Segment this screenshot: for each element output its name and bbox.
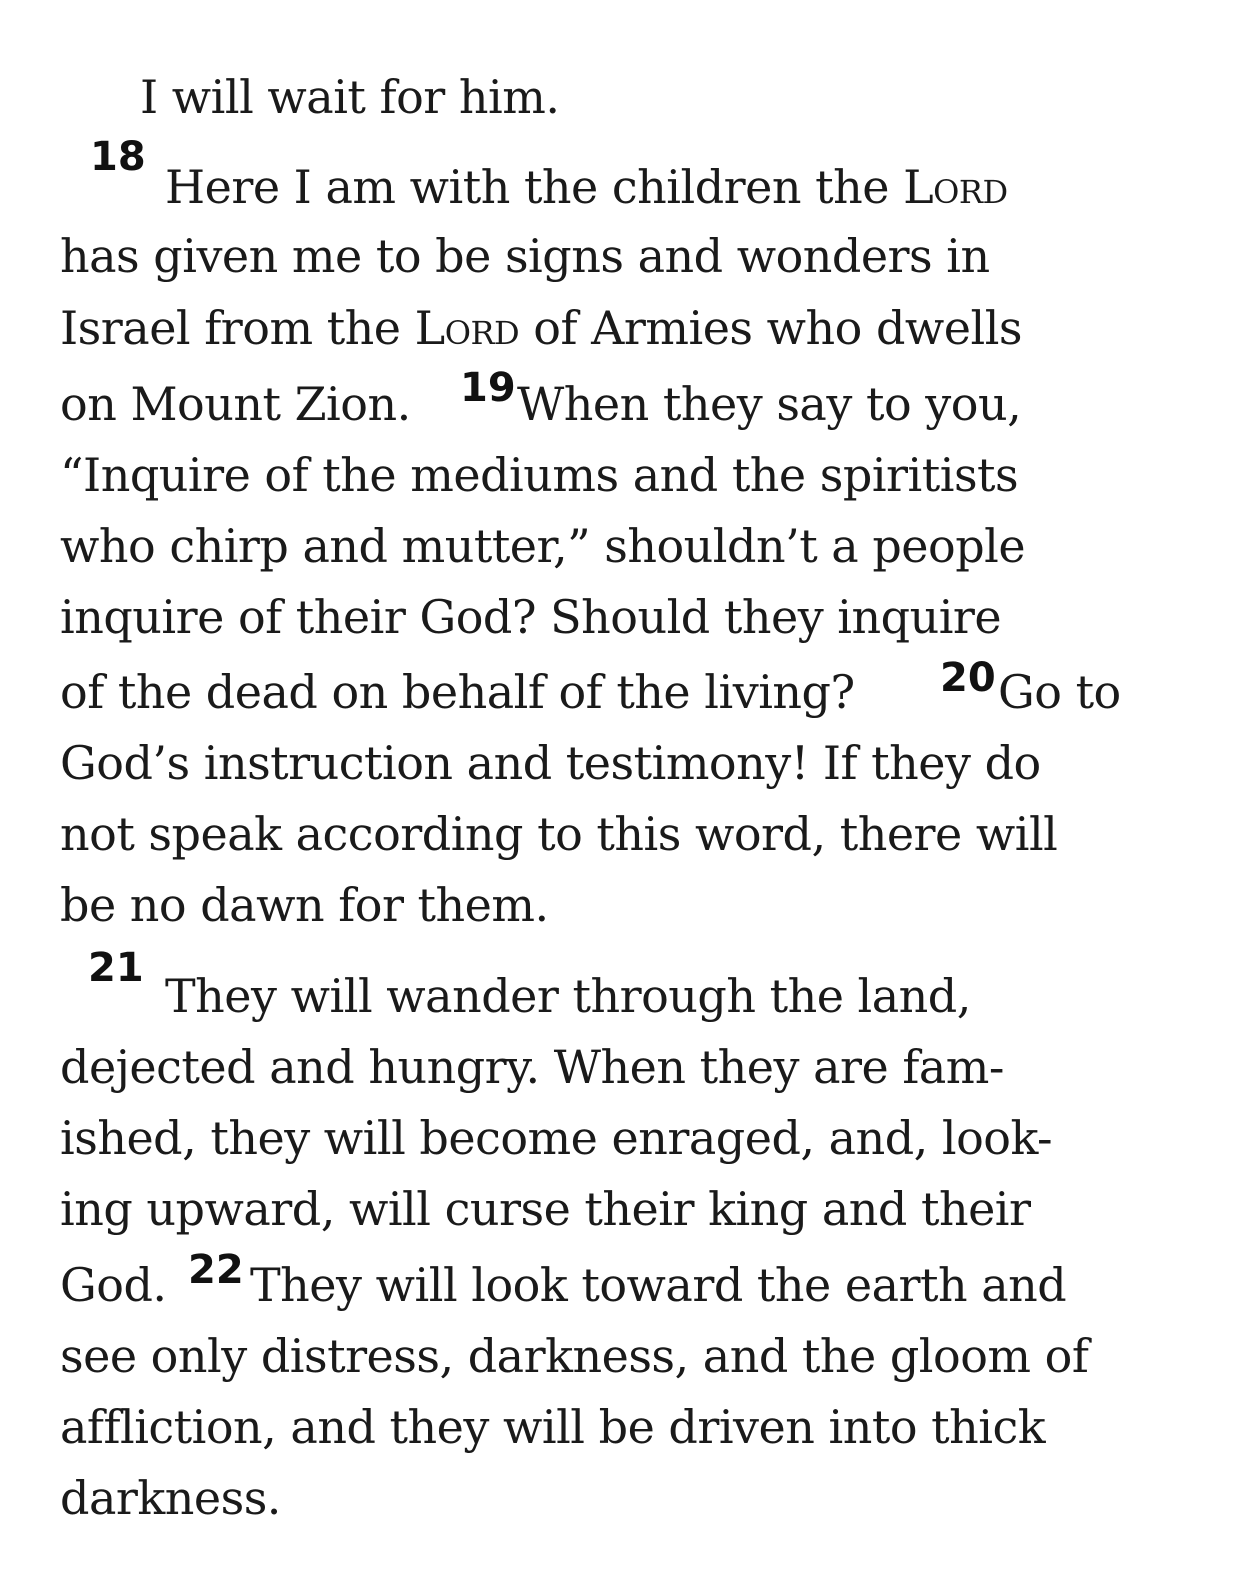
verse-number-22: 22	[188, 1247, 244, 1293]
verse-text: darkness.	[60, 1471, 281, 1525]
verse-text: inquire of their God? Should they inquire	[60, 590, 1002, 644]
verse-line	[60, 301, 1023, 355]
verse-text: I will wait for him.	[140, 70, 560, 124]
verse-line	[60, 519, 1026, 573]
verse-text: has given me to be signs and wonders in	[60, 229, 990, 283]
verse-line	[60, 448, 1019, 502]
verse-number-18: 18	[90, 134, 146, 180]
verse-line	[165, 969, 971, 1023]
verse-text: Israel from the	[60, 301, 415, 355]
verse-line	[250, 1258, 1067, 1312]
verse-text: ing upward, will curse their king and their	[60, 1182, 1031, 1236]
verse-line	[60, 878, 549, 932]
verse-number-21: 21	[88, 945, 144, 991]
verse-text: of Armies who dwells	[519, 301, 1023, 355]
verse-text: Go to	[998, 665, 1121, 719]
verse-text: Here I am with the children the	[165, 160, 904, 214]
verse-line	[60, 1111, 1053, 1165]
verse-line	[60, 736, 1041, 790]
poetry-line	[140, 70, 560, 124]
verse-line	[60, 1040, 1004, 1094]
verse-line	[165, 160, 1008, 214]
verse-text: “Inquire of the mediums and the spiritists	[60, 448, 1019, 502]
verse-line	[60, 229, 990, 283]
verse-text: ished, they will become enraged, and, look-	[60, 1111, 1053, 1165]
verse-line	[60, 807, 1058, 861]
verse-text: be no dawn for them.	[60, 878, 549, 932]
verse-text: who chirp and mutter,” shouldn’t a people	[60, 519, 1026, 573]
verse-text: see only distress, darkness, and the gloom of	[60, 1329, 1089, 1383]
verse-line	[60, 665, 855, 719]
verse-line	[60, 1182, 1031, 1236]
verse-text: dejected and hungry. When they are fam-	[60, 1040, 1004, 1094]
verse-text: God’s instruction and testimony! If they do	[60, 736, 1041, 790]
verse-line	[60, 377, 411, 431]
verse-line	[517, 377, 1022, 431]
verse-text: God.	[60, 1258, 167, 1312]
divine-name: Lord	[903, 160, 1008, 214]
verse-number-19: 19	[460, 365, 516, 411]
divine-name: Lord	[414, 301, 520, 355]
verse-text: of the dead on behalf of the living?	[60, 665, 855, 719]
verse-text: affliction, and they will be driven into thick	[60, 1400, 1046, 1454]
verse-text: When they say to you,	[517, 377, 1022, 431]
verse-line	[998, 665, 1121, 719]
verse-number-20: 20	[940, 655, 996, 701]
verse-line	[60, 1329, 1089, 1383]
verse-line	[60, 1471, 281, 1525]
verse-line	[60, 1400, 1046, 1454]
verse-text: not speak according to this word, there will	[60, 807, 1058, 861]
verse-line	[60, 1258, 167, 1312]
verse-text: on Mount Zion.	[60, 377, 411, 431]
verse-text: They will look toward the earth and	[250, 1258, 1067, 1312]
verse-line	[60, 590, 1002, 644]
verse-text: They will wander through the land,	[165, 969, 971, 1023]
